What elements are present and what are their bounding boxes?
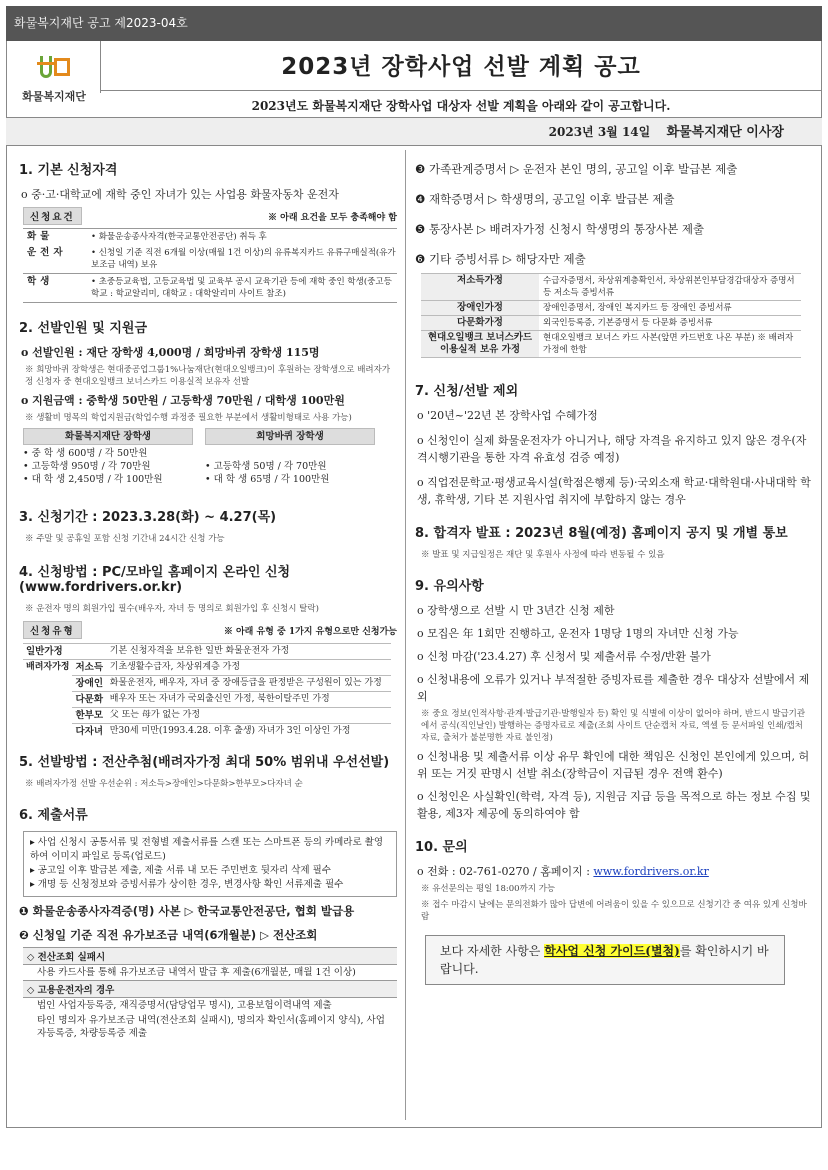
other-docs-table	[421, 273, 801, 358]
left-column	[17, 155, 397, 1045]
page-title: 2023년 장학사업 선발 계획 공고	[281, 54, 641, 80]
type-value: 화물운전자, 배우자, 자녀 중 장애등급을 판정받은 구성원이 있는 가정	[107, 676, 391, 692]
etc-key: 장애인가정	[421, 301, 539, 316]
s7-item: o 신청인이 실제 화물운전자가 아니거나, 해당 자격을 유지하고 있지 않은 경우(자격시행기관을 통한 자격 유효성 검증 예정)	[417, 434, 807, 464]
etc-value: 수급자증명서, 차상위계층확인서, 차상위본인부담경감대상자 증명서 등 저소득 증빙서류	[539, 274, 801, 301]
box-line: ▸ 공고일 이후 발급본 제출, 제출 서류 내 모든 주민번호 뒷자리 삭제 필수	[30, 865, 331, 876]
s2-count-note: ※ 희망바퀴 장학생은 현대중공업그룹1%나눔재단(현대오일뱅크)이 후원하는 장학생으로 배려자가정 신청자 중 현대오일뱅크 보너스카드 이용실적 보유자 선발	[25, 365, 391, 387]
notice-date: 2023년 3월 14일	[548, 125, 651, 139]
tbl1-row: • 고등학생 950명 / 각 70만원	[23, 461, 151, 472]
guide-link[interactable]: 학사업 신청 가이드(별첨)	[544, 944, 680, 958]
right-column	[413, 155, 813, 985]
doc-1: ❶ 화물운송종사자격증(명) 사본 ▷ 한국교통안전공단, 협회 발급용	[19, 904, 355, 918]
s3-note: ※ 주말 및 공휴일 포함 신청 기간내 24시간 신청 가능	[25, 534, 225, 544]
s9-item: o 신청 마감('23.4.27) 후 신청서 및 제출서류 수정/반환 불가	[417, 650, 711, 663]
doc-6: ❻ 기타 증빙서류 ▷ 해당자만 제출	[415, 252, 586, 266]
logo-mark-icon	[34, 52, 74, 82]
doc-2-details	[23, 947, 397, 1041]
s2-amount: o 지원금액 : 중학생 50만원 / 고등학생 70만원 / 대학생 100만원	[21, 394, 345, 407]
s8-note: ※ 발표 및 지급일정은 재단 및 후원사 사정에 따라 변동될 수 있음	[421, 550, 665, 560]
s9-item: o 신청내용 및 제출서류 이상 유무 확인에 대한 책임은 신청인 본인에게 있으며, 허위 또는 거짓 판명시 선발 취소(장학금이 지급된 경우 전액 환수)	[417, 750, 810, 780]
doc-3: ❸ 가족관계증명서 ▷ 운전자 본인 명의, 공고일 이후 발급본 제출	[415, 162, 738, 176]
s10-note1: ※ 유선문의는 평일 18:00까지 가능	[421, 884, 556, 894]
s9-item: o 신청인은 사실확인(학력, 자격 등), 지원금 지급 등을 목적으로 하는 정보 수집 및 활용, 제3자 제공에 동의하여야 함	[417, 790, 811, 820]
guide-post: 를 확인하시기 바랍니다.	[440, 944, 769, 976]
req-value: • 초중등교육법, 고등교육법 및 교육부 공시 교육기관 등에 재학 중인 학생(중고등학교 : 학교알리미, 대학교 : 대학알리미 사이트 참조)	[91, 277, 392, 299]
req-key: 학생	[27, 276, 54, 287]
type-value: 기본 신청자격을 보유한 일반 화물운전자 가정	[107, 644, 391, 660]
requirements-box	[23, 207, 397, 303]
signer: 화물복지재단 이사장	[666, 125, 784, 140]
req-key: 운전자	[27, 247, 67, 258]
type-value: 만30세 미만(1993.4.28. 이후 출생) 자녀가 3인 이상인 가정	[107, 724, 391, 740]
date-signature-bar	[6, 117, 822, 146]
contact-prefix: o 전화 : 02-761-0270 / 홈페이지 :	[417, 865, 594, 878]
type-key: 한부모	[72, 708, 106, 724]
org-logo	[14, 52, 94, 104]
doc-5: ❺ 통장사본 ▷ 배려자가정 신청시 학생명의 통장사본 제출	[415, 222, 705, 236]
req-value: • 화물운송종사자격(한국교통안전공단) 취득 후	[91, 232, 267, 242]
req-note: ※ 아래 요건을 모두 충족해야 함	[268, 212, 397, 223]
req-value: • 신청일 기준 직전 6개월 이상(매월 1건 이상)의 유류복지카드 유류구매실적(유가보조금 내역) 보유	[91, 248, 396, 270]
care-label: 배려자가정	[23, 660, 72, 740]
homepage-link[interactable]: www.fordrivers.or.kr	[593, 865, 709, 878]
etc-key: 현대오일뱅크 보너스카드 이용실적 보유 가정	[421, 331, 539, 358]
type-note: ※ 아래 유형 중 1가지 유형으로만 신청가능	[223, 626, 397, 637]
scholarship-tables	[23, 428, 397, 486]
doc-2: ❷ 신청일 기준 직전 유가보조금 내역(6개월분) ▷ 전산조회	[19, 928, 318, 942]
application-type-table	[23, 643, 391, 739]
contact-line	[417, 863, 813, 880]
section-6-heading: 6. 제출서류	[19, 808, 88, 823]
s4-note: ※ 운전자 명의 회원가입 필수(배우자, 자녀 등 명의로 회원가입 후 신청시 탈락)	[25, 604, 319, 614]
type-key: 다문화	[72, 692, 106, 708]
section-8-heading: 8. 합격자 발표 : 2023년 8월(예정) 홈페이지 공지 및 개별 통보	[415, 526, 788, 541]
tbl1-row: • 중 학 생 600명 / 각 50만원	[23, 448, 148, 459]
box-line: ▸ 사업 신청시 공통서류 및 전형별 제출서류를 스캔 또는 스마트폰 등의 카메라로 촬영하여 이미지 파일로 등록(업로드)	[30, 837, 384, 862]
type-value: 父 또는 母가 없는 가정	[107, 708, 391, 724]
upload-notice-box	[23, 831, 397, 897]
logo-org-name: 화물복지재단	[22, 90, 86, 103]
notice-number-bar: 화물복지재단 공고 제2023-04호	[6, 6, 822, 41]
etc-value: 외국인등록증, 기본증명서 등 다문화 증빙서류	[539, 316, 801, 331]
type-key: 장애인	[72, 676, 106, 692]
etc-value: 장애인증명서, 장애인 복지카드 등 장애인 증빙서류	[539, 301, 801, 316]
req-label: 신청요건	[23, 207, 82, 225]
guide-pre: 보다 자세한 사항은	[440, 944, 545, 958]
section-3-heading: 3. 신청기간 : 2023.3.28(화) ~ 4.27(목)	[19, 510, 277, 525]
doc-detail-head: ◇ 전산조회 실패시	[23, 947, 397, 965]
guide-box	[425, 935, 785, 985]
req-key: 화물	[27, 231, 54, 242]
etc-value: 현대오일뱅크 보너스 카드 사본(앞면 카드번호 나온 부분) ※ 배려자가정에 한함	[539, 331, 801, 358]
doc-detail-row: 법인 사업자등록증, 재직증명서(담당업무 명시), 고용보험이력내역 제출	[37, 1000, 332, 1011]
page-subtitle: 2023년도 화물복지재단 장학사업 대상자 선발 계획을 아래와 같이 공고합니다.	[251, 99, 671, 113]
tbl1-head: 화물복지재단 장학생	[23, 428, 193, 445]
s9-item: o 모집은 年 1회만 진행하고, 운전자 1명당 1명의 자녀만 신청 가능	[417, 627, 739, 640]
section-7-heading: 7. 신청/선발 제외	[415, 384, 519, 399]
doc-4: ❹ 재학증명서 ▷ 학생명의, 공고일 이후 발급본 제출	[415, 192, 675, 206]
type-label: 신청유형	[23, 621, 82, 639]
tbl2-row: • 고등학생 50명 / 각 70만원	[205, 461, 327, 472]
box-line: ▸ 개명 등 신청정보와 증빙서류가 상이한 경우, 변경사항 확인 서류제출 필수	[30, 879, 344, 890]
section-9-heading: 9. 유의사항	[415, 579, 484, 594]
s9-item: o 장학생으로 선발 시 만 3년간 신청 제한	[417, 604, 615, 617]
tbl2-row: • 대 학 생 65명 / 각 100만원	[205, 474, 330, 485]
doc-detail-head: ◇ 고용운전자의 경우	[23, 980, 397, 998]
section-4-heading: 4. 신청방법 : PC/모바일 홈페이지 온라인 신청(www.fordrivers.or.kr)	[19, 565, 291, 595]
s7-item: o '20년~'22년 본 장학사업 수혜가정	[417, 409, 598, 422]
section-2-heading: 2. 선발인원 및 지원금	[19, 321, 148, 336]
type-key: 일반가정	[23, 644, 107, 660]
s10-note2: ※ 접수 마감시 날에는 문의전화가 많아 답변에 어려움이 있을 수 있으므로 신청기간 중 여유 있게 신청바람	[421, 900, 807, 922]
type-key: 저소득	[72, 660, 106, 676]
section-10-heading: 10. 문의	[415, 840, 468, 855]
tbl1-row: • 대 학 생 2,450명 / 각 100만원	[23, 474, 163, 485]
s2-count: o 선발인원 : 재단 장학생 4,000명 / 희망바퀴 장학생 115명	[21, 346, 320, 359]
type-value: 기초생활수급자, 차상위계층 가정	[107, 660, 391, 676]
s2-amount-note: ※ 생활비 명목의 학업지원금(학업수행 과정중 필요한 부분에서 생활비형태로 사용 가능)	[25, 413, 352, 423]
s5-note: ※ 배려자가정 선발 우선순위 : 저소득>장애인>다문화>한부모>다자녀 순	[25, 779, 303, 789]
s7-item: o 직업전문학교·평생교육시설(학점은행제 등)·국외소재 학교·대학원대·사내대학 학생, 휴학생, 기타 본 지원사업 취지에 부합하지 않는 경우	[417, 476, 811, 506]
section-5-heading: 5. 선발방법 : 전산추첨(배려자가정 최대 50% 범위내 우선선발)	[19, 755, 390, 770]
type-value: 배우자 또는 자녀가 국외출신인 가정, 북한이탈주민 가정	[107, 692, 391, 708]
s9-item: o 신청내용에 오류가 있거나 부적절한 증빙자료를 제출한 경우 대상자 선발에서 제외	[417, 673, 810, 703]
doc-detail-row: 사용 카드사를 통해 유가보조금 내역서 발급 후 제출(6개월분, 매월 1건 이상)	[37, 967, 356, 978]
s1-desc: o 중·고·대학교에 재학 중인 자녀가 있는 사업용 화물자동차 운전자	[21, 188, 339, 201]
etc-key: 다문화가정	[421, 316, 539, 331]
doc-detail-row: 타인 명의자 유가보조금 내역(전산조회 실패시), 명의자 확인서(홈페이지 양식), 사업자등록증, 차량등록증 제출	[37, 1015, 385, 1039]
s9-note: ※ 중요 정보(인적사항·관계·발급기관·발행일자 등) 확인 및 식별에 이상이 없어야 하며, 반드시 발급기관에서 공식(직인날인) 발행하는 증명자료로 제출(조회 사이트 단순캡처 자료, 엑셀 등 문서파일 인쇄/캡처 자료, 출처가 불분명한 자료 불인정)	[421, 709, 806, 743]
etc-key: 저소득가정	[421, 274, 539, 301]
section-1-heading: 1. 기본 신청자격	[19, 163, 118, 178]
tbl2-head: 희망바퀴 장학생	[205, 428, 375, 445]
type-key: 다자녀	[72, 724, 106, 740]
